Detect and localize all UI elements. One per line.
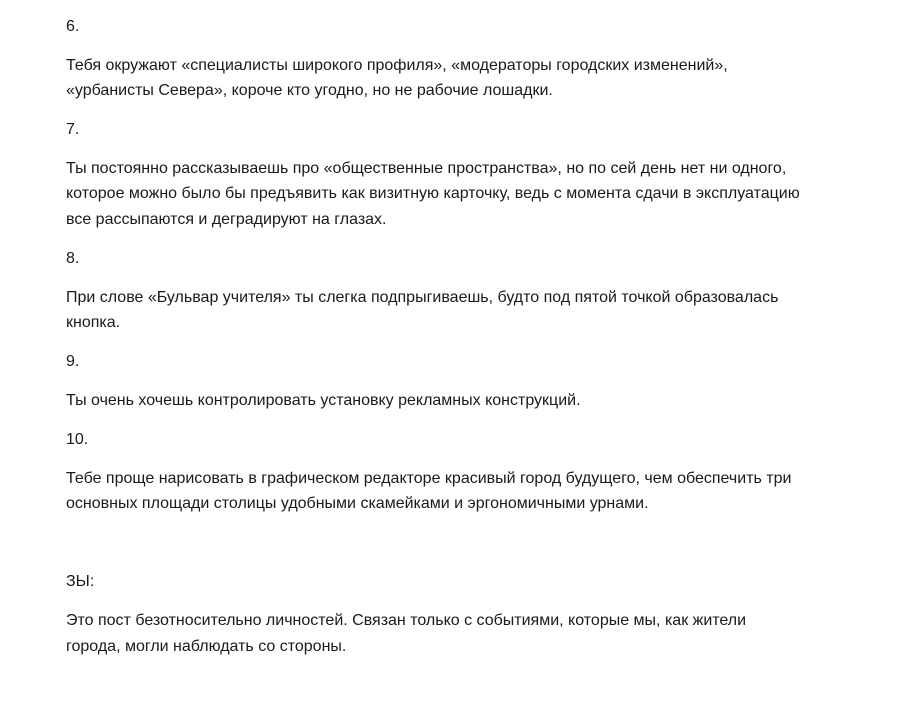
paragraph-line: Ты постоянно рассказываешь про «общественные пространства», но по сей день нет ни одного,: [66, 160, 787, 177]
paragraph-line: Тебя окружают «специалисты широкого профиля», «модераторы городских изменений»,: [66, 57, 728, 74]
paragraph-line: При слове «Бульвар учителя» ты слегка подпрыгиваешь, будто под пятой точкой образовалась: [66, 289, 779, 306]
ps-label: ЗЫ:: [66, 573, 95, 590]
item-number: 6.: [66, 18, 80, 35]
paragraph-line: Это пост безотносительно личностей. Связан только с событиями, которые мы, как жители: [66, 612, 747, 629]
paragraph-line: Тебе проще нарисовать в графическом редакторе красивый город будущего, чем обеспечить три: [66, 470, 792, 487]
item-number: 8.: [66, 250, 80, 267]
paragraph-line: Ты очень хочешь контролировать установку рекламных конструкций.: [66, 392, 581, 409]
paragraph-line: все рассыпаются и деградируют на глазах.: [66, 211, 387, 228]
item-number: 10.: [66, 431, 89, 448]
paragraph-line: которое можно было бы предъявить как визитную карточку, ведь с момента сдачи в эксплуатацию: [66, 185, 800, 202]
item-number: 7.: [66, 121, 80, 138]
paragraph-line: города, могли наблюдать со стороны.: [66, 638, 347, 655]
paragraph-line: кнопка.: [66, 314, 121, 331]
item-number: 9.: [66, 353, 80, 370]
paragraph-line: основных площади столицы удобными скамейками и эргономичными урнами.: [66, 495, 649, 512]
paragraph-line: «урбанисты Севера», короче кто угодно, но не рабочие лошадки.: [66, 82, 553, 99]
